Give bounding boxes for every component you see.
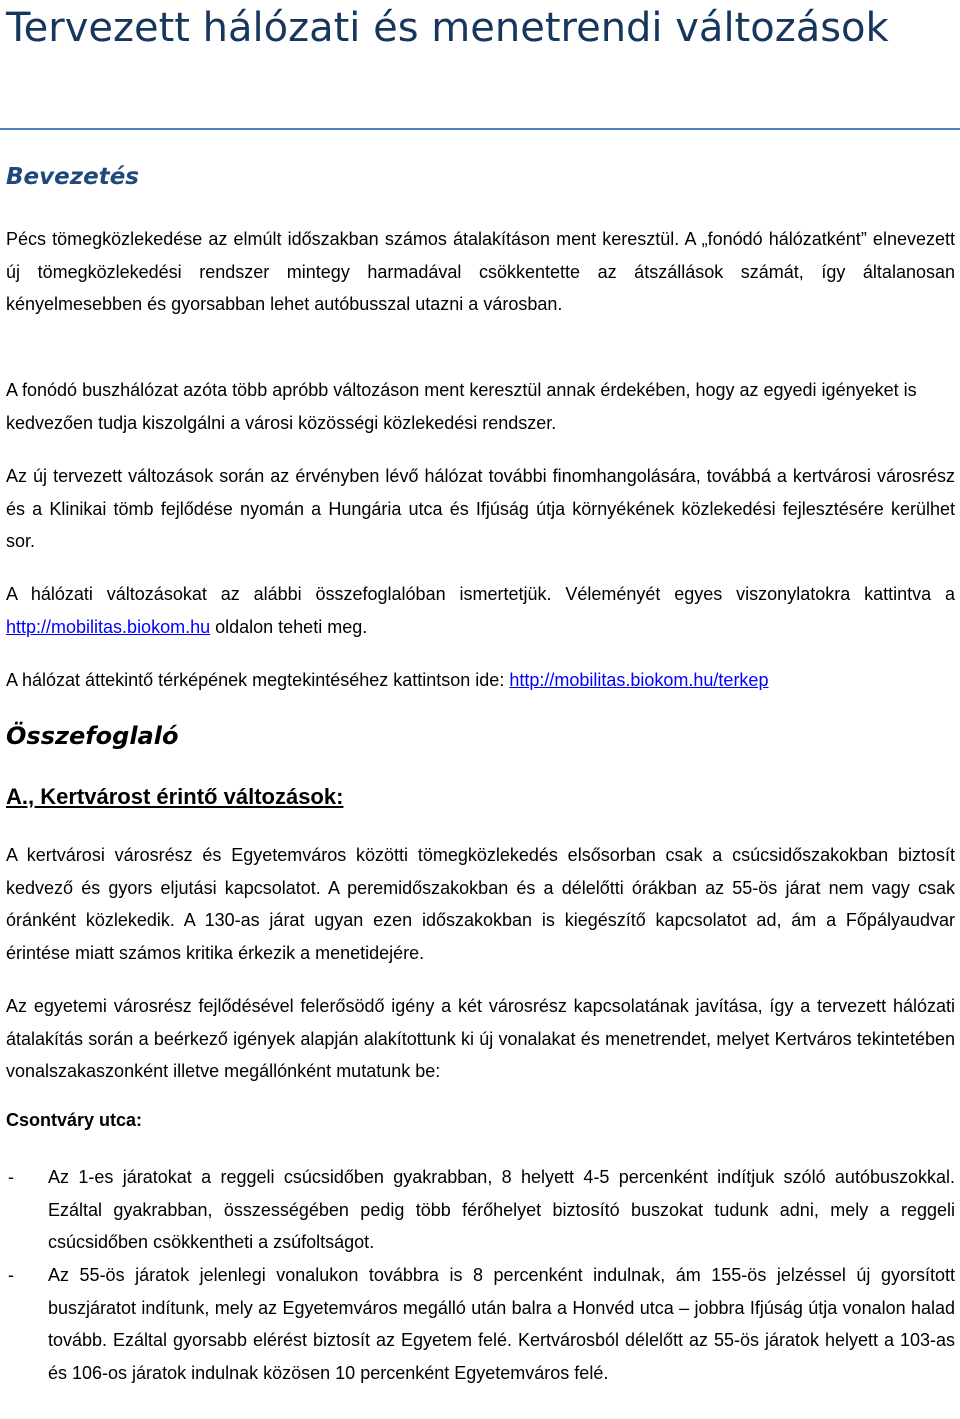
intro-paragraph-2: A fonódó buszhálózat azóta több apróbb változáson ment keresztül annak érdekében, hogy az egyedi igényeket is kedvezően tudja kiszolgálni a városi közösségi közlekedési rendszer.: [6, 380, 917, 433]
list-item-text: Az 1-es járatokat a reggeli csúcsidőben gyakrabban, 8 helyett 4-5 percenként indítjuk szóló autóbuszokkal. Ezáltal gyakrabban, összességében pedig több férőhelyet biztosító buszokat tudunk adni, mely a reggeli csúcsidőben csökkentheti a zsúfoltságot.: [48, 1167, 955, 1252]
summary-paragraph-1: A kertvárosi városrész és Egyetemváros közötti tömegközlekedés elsősorban csak a csúcsidőszakokban biztosít kedvező és gyors eljutási kapcsolatot. A peremidőszakokban és a délelőtti órákban az 55-ös járat nem vagy csak óránként közlekedik. A 130-as járat ugyan ezen időszakokban is kiegészítő kapcsolatot ad, ám a Főpályaudvar érintése miatt számos kritika érkezik a menetidejére.: [6, 845, 955, 963]
map-link[interactable]: http://mobilitas.biokom.hu/terkep: [509, 670, 769, 690]
csontvary-subheading: Csontváry utca:: [6, 1110, 143, 1130]
title-underline: [0, 128, 960, 130]
section-a-heading: A., Kertvárost érintő változások:: [6, 784, 344, 809]
bullet-dash: -: [8, 1167, 14, 1187]
bullet-dash: -: [8, 1265, 14, 1285]
intro-paragraph-1: Pécs tömegközlekedése az elmúlt időszakban számos átalakításon ment keresztül. A „fonódó hálózatként” elnevezett új tömegközlekedési rendszer mintegy harmadával csökkentette az átszállások számát, így általanosan kényelmesebben és gyorsabban lehet autóbusszal utazni a városban.: [6, 229, 955, 314]
summary-paragraph-2: Az egyetemi városrész fejlődésével felerősödő igény a két városrész kapcsolatának javítása, így a tervezett hálózati átalakítás során a beérkező igények alapján alakítottunk ki új vonalakat és menetrendet, melyet Kertváros tekintetében vonalszakaszonként illetve megállónként mutatunk be:: [6, 996, 955, 1081]
intro-paragraph-5-text: A hálózat áttekintő térképének megtekintéséhez kattintson ide:: [6, 670, 510, 690]
list-item-text: Az 55-ös járatok jelenlegi vonalukon továbbra is 8 percenként indulnak, ám 155-ös jelzéssel új gyorsított buszjáratot indítunk, mely az Egyetemváros megálló után balra a Honvéd utca – jobbra Ifjúság útja vonalon halad tovább. Ezáltal gyorsabb elérést biztosít az Egyetem felé. Kertvárosból délelőtt az 55-ös járatok helyett a 103-as és 106-os járatok indulnak közösen 10 percenként Egyetemváros felé.: [48, 1265, 955, 1383]
intro-heading: Bevezetés: [6, 164, 139, 190]
intro-paragraph-4-tail: oldalon teheti meg.: [210, 616, 368, 637]
intro-paragraph-4-text: A hálózati változásokat az alábbi összefoglalóban ismertetjük. Véleményét egyes viszonylatokra kattintva a: [6, 584, 955, 604]
page-title: Tervezett hálózati és menetrendi változások: [6, 5, 889, 51]
intro-paragraph-4: [6, 578, 955, 643]
mobilitas-link[interactable]: http://mobilitas.biokom.hu: [6, 616, 211, 637]
summary-heading: Összefoglaló: [6, 722, 179, 750]
intro-paragraph-5: [6, 664, 955, 697]
intro-paragraph-3: Az új tervezett változások során az érvényben lévő hálózat további finomhangolására, továbbá a kertvárosi városrész és a Klinikai tömb fejlődése nyomán a Hungária utca és Ifjúság útja környékének közlekedési fejlesztésére kerülhet sor.: [6, 466, 955, 551]
